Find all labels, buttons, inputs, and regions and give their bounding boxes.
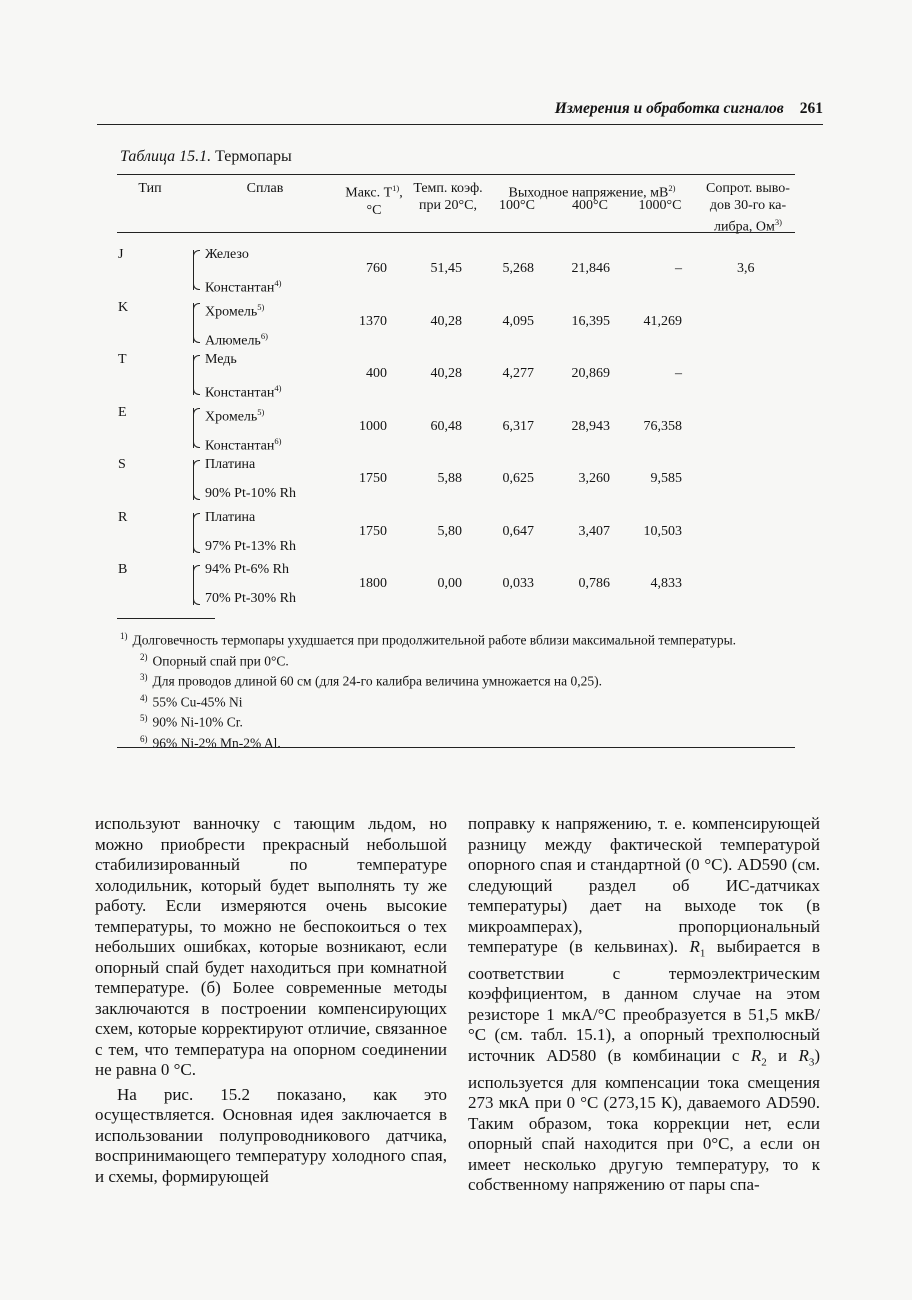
footnote-mark: 3): [140, 672, 148, 682]
cell-coef: 51,45: [430, 261, 462, 276]
cell-alloy1: Платина: [205, 457, 256, 472]
col-res: [696, 180, 800, 236]
cell-v400: 3,407: [578, 523, 610, 539]
cell-alloy1: Хромель$^{5)}$: [205, 301, 265, 320]
cell-maxt: 760: [366, 261, 387, 276]
cell-type: J: [118, 247, 124, 262]
text-column-right: [468, 814, 820, 1196]
cell-alloy2: 97% Pt-13% Rh: [205, 538, 296, 554]
footnote-mark: 4): [140, 692, 148, 703]
cell-type: E: [118, 404, 127, 420]
cell-v1000: –: [675, 261, 682, 276]
brace: [193, 303, 198, 343]
footnote-text: 96% Ni-2% Mn-2% Al.: [152, 735, 281, 750]
cell-v100: 0,033: [502, 576, 534, 591]
cell-type: B: [118, 562, 128, 577]
footnote-5: [120, 710, 800, 731]
page-number: 261: [799, 100, 823, 117]
symbol: R: [750, 1045, 762, 1065]
cell-v100: 5,268: [502, 261, 534, 276]
cell-coef: 5,80: [437, 523, 462, 539]
caption-text: Термопары: [215, 148, 292, 165]
text-column-left: [95, 814, 447, 1187]
cell-type: S: [118, 457, 126, 472]
cell-alloy2: Константан$^{6)}$: [205, 435, 282, 454]
brace: [193, 513, 198, 553]
col-res-l2: дов 30-го ка-: [709, 198, 787, 213]
cell-coef: 40,28: [430, 366, 462, 381]
col-maxt: Макс. $T^{1)}$, °C: [345, 183, 403, 218]
cell-v1000: 76,358: [643, 418, 682, 434]
footnote-mark: 5): [140, 713, 148, 723]
col-maxt-sup: 1): [392, 183, 400, 193]
cell-res: 3,6: [737, 261, 755, 276]
col-res-l3: либра, Ом: [714, 219, 775, 235]
col-coef: [410, 180, 486, 214]
col-alloy: Сплав: [246, 181, 284, 196]
brace: [193, 250, 198, 290]
col-res-l1: Сопрот. выво-: [706, 181, 790, 196]
cell-v1000: 10,503: [643, 523, 682, 539]
brace: [193, 408, 198, 448]
text-run: поправку к напряжению, т. е. компенсирующей разницу между фактической температурой опорного спая и стандартной (0 °C). AD590 (см. следующий раздел об ИС-датчиках температуры) дает на выходе ток (в микроамперах), пропорциональный температуре (в кельвинах).: [468, 814, 820, 956]
cell-alloy1: 94% Pt-6% Rh: [205, 562, 289, 577]
cell-v100: 0,647: [502, 523, 534, 539]
text-run: ) используется для компенсации тока смещения 273 мкА при 0 °C (273,15 К), даваемого AD590. Таким образом, тока коррекции нет, если опорный спай находится при 0°C, а если он имеет несколько другую температуру, то к собственному напряжению от пары спа-: [468, 1045, 820, 1195]
cell-maxt: 1000: [359, 418, 387, 434]
cell-coef: 5,88: [437, 471, 462, 486]
footnote-4: [120, 690, 800, 711]
footnote-3: [120, 669, 800, 690]
footnote-1: [120, 628, 800, 649]
cell-v100: 0,625: [502, 471, 534, 486]
brace: [193, 355, 198, 395]
col-v400: 400°C: [572, 198, 608, 213]
cell-maxt: 1750: [359, 523, 387, 539]
cell-alloy2: Константан$^{4)}$: [205, 383, 282, 401]
cell-v1000: 4,833: [650, 576, 682, 591]
symbol: R: [798, 1045, 809, 1065]
cell-v400: 0,786: [578, 576, 610, 591]
subscript: 2: [761, 1056, 767, 1069]
paragraph: используют ванночку с тающим льдом, но можно приобрести прекрасный небольшой стабилизированный по температуре холодильник, который будет выполнять ту же работу. Если измеряются очень высокие температуры, то можно не беспокоиться о тех небольших ошибках, которые возникают, если опорный спай будет находиться при комнатной температуре. (б) Более современные методы заключаются в построении компенсирующих схем, которые корректируют отличие, связанное с тем, что температура на опорном соединении не равна 0 °C.: [95, 814, 447, 1079]
footnote-rule: [117, 618, 215, 619]
footnote-mark: 6): [140, 733, 148, 744]
col-coef-l2: при 20°C,: [419, 198, 477, 213]
cell-v1000: 9,585: [650, 471, 682, 486]
running-head: [97, 100, 823, 125]
cell-v400: 3,260: [578, 471, 610, 486]
col-voltage-label: Выходное напряжение, мВ: [508, 185, 669, 201]
footnote-2: [120, 649, 800, 670]
cell-alloy1: Медь: [205, 352, 237, 367]
cell-coef: 0,00: [437, 576, 462, 591]
cell-maxt: 1370: [359, 313, 387, 329]
cell-alloy1: Хромель$^{5)}$: [205, 406, 265, 425]
cell-v400: 28,943: [571, 418, 610, 434]
text-run: выбирается в соответствии с термоэлектрическим коэффициентом, в данном случае на этом резисторе 1 мкА/°C преобразуется в 51,5 мкВ/°C (см. табл. 15.1), а опорный трехполюсный источник AD580 (в комбинации с: [468, 937, 820, 1065]
col-type: Тип: [138, 181, 162, 196]
table-caption: [120, 148, 292, 166]
cell-v100: 6,317: [502, 418, 534, 434]
cell-v400: 16,395: [571, 313, 610, 329]
subscript: 1: [699, 947, 706, 960]
footnote-text: Для проводов длиной 60 см (для 24-го калибра величина умножается на 0,25).: [152, 673, 603, 689]
table-top-rule: [117, 174, 795, 175]
cell-alloy2: 70% Pt-30% Rh: [205, 591, 296, 606]
footnote-text: 55% Cu-45% Ni: [152, 694, 243, 709]
col-maxt-l2: °C: [366, 202, 382, 218]
cell-alloy2: Константан$^{4)}$: [205, 278, 282, 296]
col-v100: 100°C: [499, 198, 535, 213]
brace: [193, 565, 198, 605]
footnote-mark: 1): [120, 631, 128, 641]
subscript: 3: [808, 1056, 815, 1069]
cell-v400: 20,869: [571, 366, 610, 381]
cell-type: K: [118, 299, 129, 315]
cell-coef: 40,28: [430, 313, 462, 329]
col-maxt-l1: Макс. T: [345, 185, 393, 201]
footnote-text: Опорный спай при 0°C.: [152, 653, 289, 668]
cell-v1000: 41,269: [643, 313, 682, 329]
paragraph: На рис. 15.2 показано, как это осуществляется. Основная идея заключается в использовании полупроводникового датчика, воспринимающего температуру холодного спая, и схемы, формирующей: [95, 1084, 447, 1186]
cell-v1000: –: [675, 366, 682, 381]
col-voltage-sup: 2): [668, 183, 676, 193]
cell-alloy2: 90% Pt-10% Rh: [205, 486, 296, 501]
header-title: Измерения и обработка сигналов: [554, 100, 784, 117]
cell-v400: 21,846: [571, 261, 610, 276]
paragraph: [468, 814, 820, 1196]
cell-coef: 60,48: [430, 418, 462, 434]
cell-v100: 4,277: [502, 366, 534, 381]
footnote-text: 90% Ni-10% Cr.: [152, 714, 243, 730]
brace: [193, 460, 198, 500]
cell-v100: 4,095: [502, 313, 534, 329]
cell-alloy1: Железо: [205, 247, 249, 262]
cell-maxt: 400: [366, 366, 387, 381]
table-header-rule: [117, 232, 795, 233]
table-bottom-rule: [117, 747, 795, 748]
col-coef-l1: Темп. коэф.: [413, 181, 483, 196]
footnote-text: Долговечность термопары ухудшается при продолжительной работе вблизи максимальной температуры.: [132, 632, 737, 648]
cell-type: T: [118, 352, 127, 367]
cell-alloy1: Платина: [205, 509, 256, 525]
cell-maxt: 1800: [359, 576, 387, 591]
caption-label: Таблица 15.1.: [120, 148, 212, 165]
footnote-mark: 2): [140, 651, 148, 662]
symbol: R: [689, 937, 700, 956]
cell-type: R: [118, 509, 128, 525]
text-run: и: [766, 1045, 799, 1065]
col-res-sup: 3): [774, 217, 782, 227]
cell-maxt: 1750: [359, 471, 387, 486]
col-v1000: 1000°C: [638, 198, 682, 213]
cell-alloy2: Алюмель$^{6)}$: [205, 330, 268, 349]
footnotes: [120, 628, 800, 751]
